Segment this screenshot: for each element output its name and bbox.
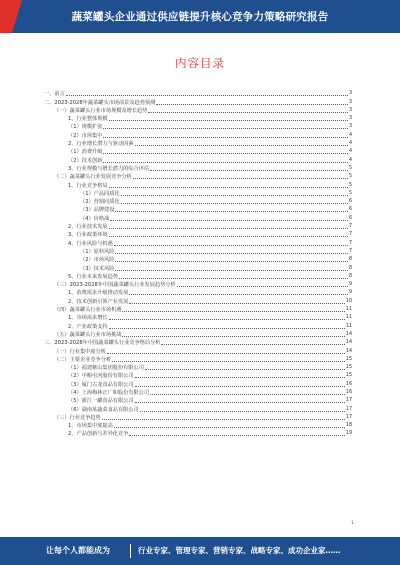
toc-entry-page: 6 bbox=[348, 215, 352, 221]
toc-dot-leader bbox=[135, 144, 348, 146]
toc-entry-page: 19 bbox=[345, 431, 352, 437]
toc-dot-leader bbox=[66, 94, 348, 96]
toc-entry-page: 8 bbox=[348, 265, 352, 271]
toc-entry-title: 2、技术创新引领产业发展 bbox=[68, 298, 129, 305]
toc-entry-page: 7 bbox=[348, 240, 352, 246]
toc-dot-leader bbox=[112, 360, 345, 362]
toc-dot-leader bbox=[103, 136, 348, 138]
page-number: 1 bbox=[351, 521, 354, 526]
toc-dot-leader bbox=[150, 169, 348, 171]
toc-entry-title: 2、行业增长潜力与驱动因素 bbox=[68, 141, 134, 148]
toc-entry-title: （二）主要企业竞争分析 bbox=[54, 356, 112, 363]
report-header bbox=[0, 0, 400, 33]
toc-entry-title: （3）厦门古龙食品有限公司 bbox=[68, 381, 134, 388]
toc-entry[interactable] bbox=[44, 122, 352, 130]
toc-entry-page: 8 bbox=[348, 257, 352, 263]
toc-entry-title: 2、行业技术发展 bbox=[68, 224, 108, 231]
toc-entry-page: 5 bbox=[348, 182, 352, 188]
toc-dot-leader bbox=[121, 202, 348, 204]
toc-entry-title: 一、前言 bbox=[44, 91, 65, 98]
toc-dot-leader bbox=[114, 426, 345, 428]
toc-dot-leader bbox=[109, 318, 345, 320]
toc-dot-leader bbox=[133, 177, 348, 179]
toc-dot-leader bbox=[129, 302, 345, 304]
toc-entry-title: 二、2023-2028年蔬菜罐头市场前景及趋势预测 bbox=[44, 99, 156, 106]
toc-entry-page: 16 bbox=[345, 389, 352, 395]
toc-entry-title: 1、市场需求增长 bbox=[68, 315, 108, 322]
toc-entry[interactable] bbox=[44, 288, 352, 296]
toc-dot-leader bbox=[109, 235, 348, 237]
toc-entry[interactable] bbox=[44, 247, 352, 255]
toc-entry[interactable] bbox=[44, 305, 352, 313]
toc-entry-title: 2、产品创新与差异化竞争 bbox=[68, 431, 129, 438]
toc-entry[interactable] bbox=[44, 139, 352, 147]
toc-dot-leader bbox=[140, 410, 345, 412]
toc-entry-page: 8 bbox=[348, 273, 352, 279]
toc-dot-leader bbox=[129, 434, 345, 436]
table-of-contents bbox=[44, 89, 352, 437]
toc-dot-leader bbox=[122, 310, 344, 312]
toc-entry-page: 9 bbox=[348, 282, 352, 288]
toc-entry-page: 3 bbox=[348, 116, 352, 122]
toc-dot-leader bbox=[150, 393, 345, 395]
toc-dot-leader bbox=[121, 194, 348, 196]
toc-entry-page: 11 bbox=[345, 315, 352, 321]
toc-dot-leader bbox=[129, 293, 348, 295]
toc-entry[interactable] bbox=[44, 130, 352, 138]
toc-dot-leader bbox=[145, 368, 345, 370]
toc-entry[interactable] bbox=[44, 238, 352, 246]
toc-entry[interactable] bbox=[44, 255, 352, 263]
toc-entry-title: 3、行业规模与增长潜力的综合评估 bbox=[68, 165, 150, 172]
toc-dot-leader bbox=[115, 269, 348, 271]
toc-entry-page: 11 bbox=[345, 307, 352, 313]
toc-entry-page: 5 bbox=[348, 165, 352, 171]
toc-entry[interactable] bbox=[44, 280, 352, 288]
toc-dot-leader bbox=[107, 352, 345, 354]
toc-entry[interactable] bbox=[44, 379, 352, 387]
toc-dot-leader bbox=[115, 260, 348, 262]
toc-entry-page: 17 bbox=[345, 414, 352, 420]
toc-entry-title: （6）湖南某蔬菜食品有限公司 bbox=[68, 406, 139, 413]
toc-entry[interactable] bbox=[44, 371, 352, 379]
toc-entry-page: 7 bbox=[348, 224, 352, 230]
toc-entry[interactable] bbox=[44, 263, 352, 271]
footer-divider bbox=[130, 544, 131, 558]
toc-dot-leader bbox=[103, 152, 348, 154]
toc-entry-page: 15 bbox=[345, 373, 352, 379]
toc-entry[interactable] bbox=[44, 396, 352, 404]
toc-dot-leader bbox=[103, 161, 348, 163]
toc-entry[interactable] bbox=[44, 205, 352, 213]
toc-entry[interactable] bbox=[44, 272, 352, 280]
toc-dot-leader bbox=[115, 210, 348, 212]
toc-entry[interactable] bbox=[44, 180, 352, 188]
toc-entry-title: （4）价格战 bbox=[80, 215, 110, 222]
toc-entry-title: （二）蔬菜罐头行业发展竞争分析 bbox=[54, 174, 132, 181]
toc-entry[interactable] bbox=[44, 97, 352, 105]
toc-entry[interactable] bbox=[44, 363, 352, 371]
toc-dot-leader bbox=[122, 335, 344, 337]
toc-dot-leader bbox=[177, 285, 348, 287]
footer-banner bbox=[0, 537, 400, 565]
toc-dot-leader bbox=[109, 119, 348, 121]
toc-dot-leader bbox=[114, 244, 348, 246]
toc-entry[interactable] bbox=[44, 404, 352, 412]
toc-entry-title: （5）浙江一罐食品有限公司 bbox=[68, 398, 134, 405]
toc-entry-title: （2）技术创新 bbox=[68, 157, 103, 164]
toc-dot-leader bbox=[135, 385, 345, 387]
toc-entry-page: 5 bbox=[348, 174, 352, 180]
toc-entry[interactable] bbox=[44, 230, 352, 238]
toc-entry[interactable] bbox=[44, 114, 352, 122]
toc-entry-page: 14 bbox=[345, 348, 352, 354]
toc-dot-leader bbox=[135, 401, 345, 403]
toc-entry-page: 3 bbox=[348, 99, 352, 105]
toc-entry-page: 7 bbox=[348, 248, 352, 254]
toc-entry[interactable] bbox=[44, 106, 352, 114]
toc-entry-title: 1、行业整体规模 bbox=[68, 116, 108, 123]
toc-entry-page: 7 bbox=[348, 232, 352, 238]
toc-entry-title: （1）规模扩张 bbox=[68, 124, 103, 131]
toc-entry-page: 3 bbox=[348, 91, 352, 97]
report-title: 蔬菜罐头企业通过供应链提升核心竞争力策略研究报告 bbox=[71, 11, 329, 23]
toc-dot-leader bbox=[156, 103, 348, 105]
toc-entry[interactable] bbox=[44, 429, 352, 437]
toc-entry-title: （一）行业集中度分析 bbox=[54, 348, 106, 355]
toc-entry-page: 11 bbox=[345, 323, 352, 329]
toc-entry-page: 9 bbox=[348, 290, 352, 296]
toc-entry[interactable] bbox=[44, 313, 352, 321]
toc-entry[interactable] bbox=[44, 197, 352, 205]
toc-entry-title: （五）蔬菜罐头行业市场挑战 bbox=[54, 331, 122, 338]
toc-entry-page: 4 bbox=[348, 141, 352, 147]
toc-entry-page: 3 bbox=[348, 124, 352, 130]
toc-entry[interactable] bbox=[44, 155, 352, 163]
toc-entry[interactable] bbox=[44, 189, 352, 197]
toc-entry[interactable] bbox=[44, 222, 352, 230]
toc-dot-leader bbox=[115, 252, 348, 254]
footer-slogan-right: 行业专家、管理专家、营销专家、战略专家、成功企业家…… bbox=[138, 546, 341, 555]
toc-entry-page: 4 bbox=[348, 149, 352, 155]
toc-entry-title: （4）上海梅林正广和股份有限公司 bbox=[68, 389, 150, 396]
toc-entry[interactable] bbox=[44, 321, 352, 329]
toc-entry-page: 15 bbox=[345, 365, 352, 371]
toc-entry-page: 14 bbox=[345, 340, 352, 346]
toc-entry-title: 2、产业政策支持 bbox=[68, 323, 108, 330]
toc-entry-title: （三）行业竞争趋势 bbox=[54, 414, 101, 421]
toc-entry[interactable] bbox=[44, 338, 352, 346]
toc-entry-title: （2）中粮屯河股份有限公司 bbox=[68, 373, 134, 380]
toc-entry-title: 1、行业竞争格局 bbox=[68, 182, 108, 189]
footer-slogan-left: 让每个人都能成为 bbox=[46, 546, 110, 555]
toc-entry-page: 5 bbox=[348, 190, 352, 196]
toc-entry-title: 1、市场集中度提高 bbox=[68, 423, 113, 430]
toc-entry-page: 17 bbox=[345, 398, 352, 404]
toc-entry-title: （1）原料风险 bbox=[80, 248, 115, 255]
toc-entry[interactable] bbox=[44, 296, 352, 304]
toc-dot-leader bbox=[135, 376, 345, 378]
toc-entry-title: 4、行业风险与机遇 bbox=[68, 240, 113, 247]
toc-entry[interactable] bbox=[44, 355, 352, 363]
toc-dot-leader bbox=[109, 186, 348, 188]
toc-entry[interactable] bbox=[44, 346, 352, 354]
toc-entry-title: （一）蔬菜罐头行业市场规模及增长趋势 bbox=[54, 107, 148, 114]
toc-entry-title: （3）技术风险 bbox=[80, 265, 115, 272]
toc-dot-leader bbox=[102, 418, 345, 420]
toc-entry-page: 10 bbox=[345, 298, 352, 304]
toc-heading: 内容目录 bbox=[175, 56, 225, 70]
toc-entry-title: （四）蔬菜罐头行业市场机遇 bbox=[54, 307, 122, 314]
toc-entry[interactable] bbox=[44, 413, 352, 421]
toc-entry-title: 三、2023-2028年中国蔬菜罐头行业竞争格局分析 bbox=[44, 340, 161, 347]
toc-dot-leader bbox=[161, 343, 344, 345]
toc-entry-page: 6 bbox=[348, 199, 352, 205]
toc-entry-title: （1）福建紫山集团股份有限公司 bbox=[68, 365, 144, 372]
toc-entry-title: （2）市场风险 bbox=[80, 257, 115, 264]
toc-entry-page: 4 bbox=[348, 132, 352, 138]
toc-entry-title: （2）市场集中 bbox=[68, 132, 103, 139]
toc-dot-leader bbox=[110, 219, 348, 221]
toc-dot-leader bbox=[109, 227, 348, 229]
toc-entry-page: 16 bbox=[345, 381, 352, 387]
toc-entry-title: （1）产品同质化 bbox=[80, 190, 120, 197]
toc-dot-leader bbox=[103, 127, 348, 129]
toc-entry[interactable] bbox=[44, 421, 352, 429]
toc-entry-title: （3）品牌建设 bbox=[80, 207, 115, 214]
toc-entry-title: 5、行业未来发展趋势 bbox=[68, 273, 118, 280]
toc-dot-leader bbox=[119, 277, 348, 279]
toc-entry-page: 18 bbox=[345, 423, 352, 429]
toc-dot-leader bbox=[148, 111, 348, 113]
toc-entry[interactable] bbox=[44, 213, 352, 221]
toc-entry[interactable] bbox=[44, 388, 352, 396]
toc-entry-title: 3、行业政策环境 bbox=[68, 232, 108, 239]
toc-entry-title: 1、消费需求升级推动发展 bbox=[68, 290, 129, 297]
toc-entry[interactable] bbox=[44, 147, 352, 155]
toc-dot-leader bbox=[109, 327, 345, 329]
toc-entry-page: 4 bbox=[348, 157, 352, 163]
toc-entry[interactable] bbox=[44, 172, 352, 180]
toc-entry-title: （1）消费升级 bbox=[68, 149, 103, 156]
toc-entry[interactable] bbox=[44, 164, 352, 172]
toc-entry-page: 14 bbox=[345, 331, 352, 337]
toc-entry-page: 17 bbox=[345, 406, 352, 412]
toc-entry-page: 15 bbox=[345, 356, 352, 362]
toc-entry-page: 6 bbox=[348, 207, 352, 213]
toc-entry-title: （2）营销同质化 bbox=[80, 199, 120, 206]
toc-entry[interactable] bbox=[44, 330, 352, 338]
toc-entry[interactable] bbox=[44, 89, 352, 97]
toc-entry-page: 3 bbox=[348, 107, 352, 113]
toc-entry-title: （三）2023-2028年中国蔬菜罐头行业发展趋势分析 bbox=[54, 282, 176, 289]
